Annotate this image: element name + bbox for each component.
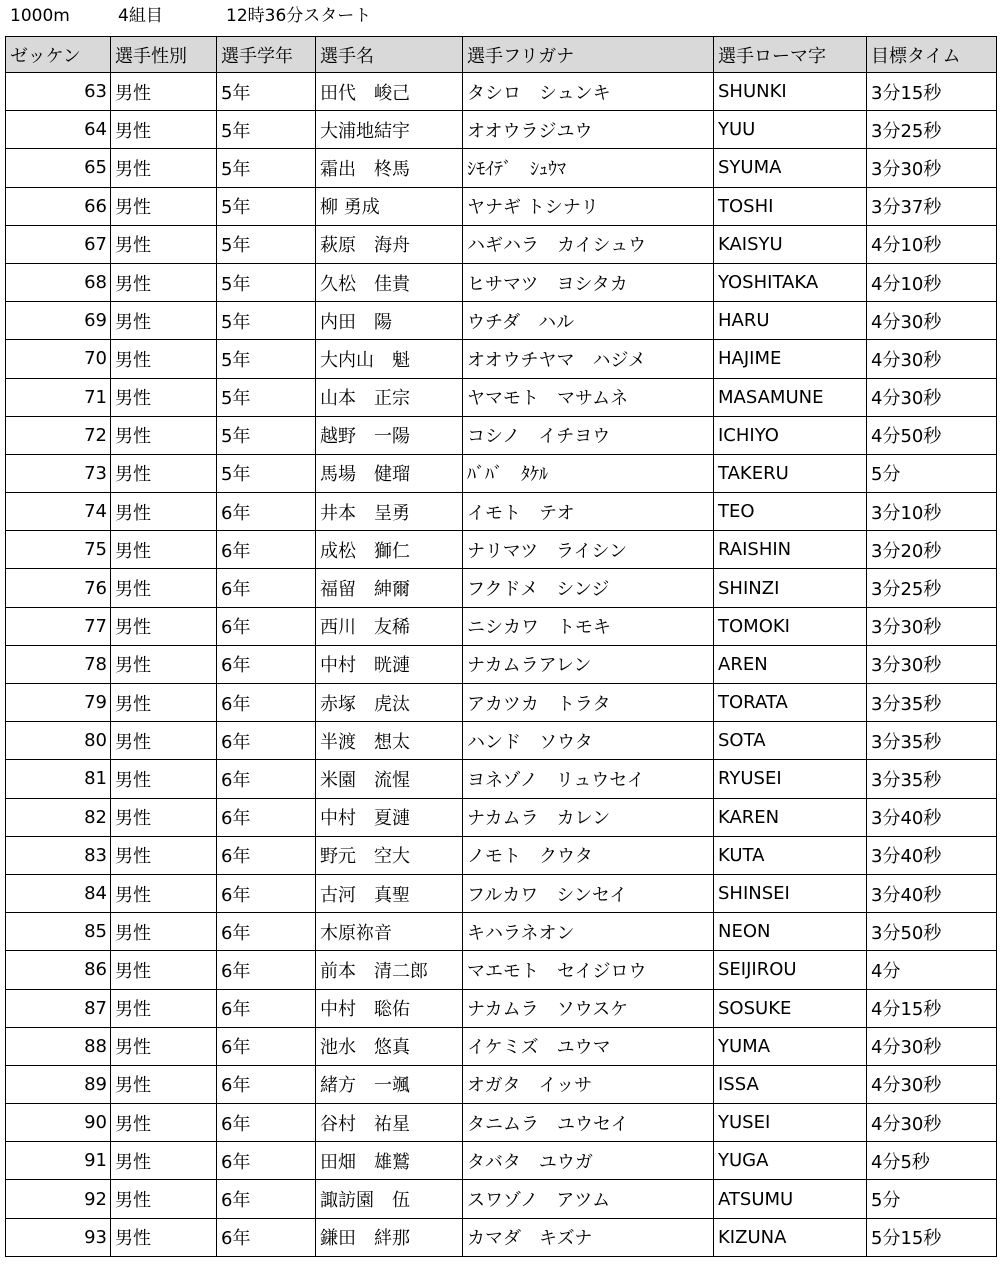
cell-name: 中村 晄漣 (316, 645, 463, 683)
cell-name: 大浦地結宇 (316, 111, 463, 149)
cell-target-time: 3分15秒 (867, 73, 997, 111)
cell-gender: 男性 (111, 1104, 217, 1142)
cell-furigana: ニシカワ トモキ (463, 607, 714, 645)
cell-romaji: TORATA (714, 684, 867, 722)
cell-bib-number: 88 (6, 1027, 111, 1065)
cell-gender: 男性 (111, 340, 217, 378)
cell-bib-number: 77 (6, 607, 111, 645)
cell-romaji: HAJIME (714, 340, 867, 378)
cell-furigana: オオウラジユウ (463, 111, 714, 149)
cell-romaji: HARU (714, 302, 867, 340)
cell-target-time: 4分30秒 (867, 340, 997, 378)
cell-grade: 6年 (217, 569, 316, 607)
cell-grade: 6年 (217, 722, 316, 760)
cell-gender: 男性 (111, 760, 217, 798)
cell-target-time: 3分37秒 (867, 187, 997, 225)
cell-furigana: カマダ キズナ (463, 1218, 714, 1256)
table-row (6, 1218, 997, 1256)
table-row (6, 416, 997, 454)
cell-romaji: KAISYU (714, 225, 867, 263)
header-romaji: 選手ローマ字 (714, 37, 867, 73)
cell-name: 大内山 魁 (316, 340, 463, 378)
cell-grade: 6年 (217, 1218, 316, 1256)
cell-furigana: フルカワ シンセイ (463, 874, 714, 912)
cell-gender: 男性 (111, 149, 217, 187)
cell-name: 木原祢音 (316, 913, 463, 951)
table-row (6, 874, 997, 912)
cell-gender: 男性 (111, 836, 217, 874)
cell-gender: 男性 (111, 951, 217, 989)
cell-grade: 5年 (217, 263, 316, 301)
cell-name: 鎌田 絆那 (316, 1218, 463, 1256)
cell-bib-number: 86 (6, 951, 111, 989)
cell-furigana: ヤナギ トシナリ (463, 187, 714, 225)
cell-gender: 男性 (111, 531, 217, 569)
cell-target-time: 4分50秒 (867, 416, 997, 454)
cell-target-time: 3分10秒 (867, 493, 997, 531)
cell-furigana: ナカムラ カレン (463, 798, 714, 836)
cell-target-time: 3分40秒 (867, 836, 997, 874)
header-target-time: 目標タイム (867, 37, 997, 73)
cell-romaji: MASAMUNE (714, 378, 867, 416)
cell-grade: 6年 (217, 531, 316, 569)
cell-target-time: 4分10秒 (867, 263, 997, 301)
header-row (6, 37, 997, 73)
table-row (6, 607, 997, 645)
cell-gender: 男性 (111, 607, 217, 645)
cell-grade: 5年 (217, 454, 316, 492)
cell-romaji: YUSEI (714, 1104, 867, 1142)
cell-name: 西川 友稀 (316, 607, 463, 645)
cell-romaji: SHINZI (714, 569, 867, 607)
cell-target-time: 3分50秒 (867, 913, 997, 951)
cell-furigana: フクドメ シンジ (463, 569, 714, 607)
cell-romaji: KUTA (714, 836, 867, 874)
header-furigana: 選手フリガナ (463, 37, 714, 73)
cell-grade: 6年 (217, 874, 316, 912)
cell-romaji: YUU (714, 111, 867, 149)
start-time: 12時36分スタート (226, 6, 372, 26)
cell-romaji: ICHIYO (714, 416, 867, 454)
cell-furigana: オガタ イッサ (463, 1065, 714, 1103)
cell-grade: 5年 (217, 149, 316, 187)
entry-list-table (5, 36, 997, 1257)
cell-bib-number: 76 (6, 569, 111, 607)
cell-target-time: 4分15秒 (867, 989, 997, 1027)
cell-gender: 男性 (111, 1180, 217, 1218)
cell-gender: 男性 (111, 1027, 217, 1065)
cell-target-time: 4分5秒 (867, 1142, 997, 1180)
cell-gender: 男性 (111, 1142, 217, 1180)
cell-grade: 5年 (217, 378, 316, 416)
cell-bib-number: 83 (6, 836, 111, 874)
table-row (6, 1027, 997, 1065)
cell-target-time: 5分 (867, 454, 997, 492)
cell-target-time: 3分35秒 (867, 684, 997, 722)
table-row (6, 989, 997, 1027)
cell-grade: 6年 (217, 913, 316, 951)
cell-target-time: 5分15秒 (867, 1218, 997, 1256)
cell-romaji: TEO (714, 493, 867, 531)
cell-grade: 6年 (217, 1065, 316, 1103)
table-row (6, 1104, 997, 1142)
cell-name: 田畑 雄鷲 (316, 1142, 463, 1180)
cell-grade: 5年 (217, 225, 316, 263)
cell-romaji: ATSUMU (714, 1180, 867, 1218)
table-row (6, 493, 997, 531)
cell-furigana: タシロ シュンキ (463, 73, 714, 111)
cell-target-time: 3分30秒 (867, 645, 997, 683)
header-grade: 選手学年 (217, 37, 316, 73)
cell-romaji: RYUSEI (714, 760, 867, 798)
cell-furigana: イモト テオ (463, 493, 714, 531)
table-body (6, 73, 997, 1257)
cell-target-time: 3分35秒 (867, 760, 997, 798)
cell-gender: 男性 (111, 111, 217, 149)
table-row (6, 263, 997, 301)
cell-furigana: マエモト セイジロウ (463, 951, 714, 989)
cell-furigana: ヨネゾノ リュウセイ (463, 760, 714, 798)
cell-grade: 5年 (217, 73, 316, 111)
cell-grade: 6年 (217, 1180, 316, 1218)
cell-bib-number: 66 (6, 187, 111, 225)
cell-gender: 男性 (111, 416, 217, 454)
cell-grade: 6年 (217, 607, 316, 645)
cell-name: 成松 獅仁 (316, 531, 463, 569)
cell-furigana: ハギハラ カイシュウ (463, 225, 714, 263)
cell-furigana: ﾊﾞﾊﾞ ﾀｹﾙ (463, 454, 714, 492)
table-row (6, 1065, 997, 1103)
cell-name: 福留 紳爾 (316, 569, 463, 607)
cell-grade: 6年 (217, 836, 316, 874)
cell-target-time: 4分30秒 (867, 1065, 997, 1103)
cell-grade: 6年 (217, 493, 316, 531)
cell-bib-number: 65 (6, 149, 111, 187)
cell-furigana: ハンド ソウタ (463, 722, 714, 760)
cell-grade: 6年 (217, 1142, 316, 1180)
table-row (6, 378, 997, 416)
cell-bib-number: 71 (6, 378, 111, 416)
cell-romaji: KIZUNA (714, 1218, 867, 1256)
cell-target-time: 4分30秒 (867, 1104, 997, 1142)
cell-bib-number: 85 (6, 913, 111, 951)
cell-name: 池水 悠真 (316, 1027, 463, 1065)
cell-name: 諏訪園 伍 (316, 1180, 463, 1218)
cell-grade: 6年 (217, 684, 316, 722)
cell-grade: 6年 (217, 760, 316, 798)
cell-bib-number: 67 (6, 225, 111, 263)
cell-name: 柳 勇成 (316, 187, 463, 225)
cell-gender: 男性 (111, 378, 217, 416)
cell-gender: 男性 (111, 989, 217, 1027)
cell-gender: 男性 (111, 302, 217, 340)
header-gender: 選手性別 (111, 37, 217, 73)
cell-grade: 6年 (217, 798, 316, 836)
cell-name: 山本 正宗 (316, 378, 463, 416)
cell-name: 馬場 健瑠 (316, 454, 463, 492)
cell-gender: 男性 (111, 684, 217, 722)
cell-name: 中村 聡佑 (316, 989, 463, 1027)
table-row (6, 569, 997, 607)
cell-grade: 5年 (217, 340, 316, 378)
header-bib-number: ゼッケン (6, 37, 111, 73)
cell-bib-number: 91 (6, 1142, 111, 1180)
cell-name: 田代 峻己 (316, 73, 463, 111)
cell-romaji: AREN (714, 645, 867, 683)
cell-furigana: ヒサマツ ヨシタカ (463, 263, 714, 301)
cell-bib-number: 63 (6, 73, 111, 111)
cell-name: 野元 空大 (316, 836, 463, 874)
cell-romaji: SHUNKI (714, 73, 867, 111)
cell-romaji: TOMOKI (714, 607, 867, 645)
cell-name: 久松 佳貴 (316, 263, 463, 301)
cell-gender: 男性 (111, 1065, 217, 1103)
cell-bib-number: 72 (6, 416, 111, 454)
cell-grade: 5年 (217, 111, 316, 149)
table-row (6, 302, 997, 340)
cell-romaji: TAKERU (714, 454, 867, 492)
cell-bib-number: 82 (6, 798, 111, 836)
cell-grade: 5年 (217, 416, 316, 454)
table-row (6, 73, 997, 111)
cell-target-time: 3分30秒 (867, 607, 997, 645)
table-row (6, 951, 997, 989)
cell-name: 越野 一陽 (316, 416, 463, 454)
cell-bib-number: 79 (6, 684, 111, 722)
cell-grade: 6年 (217, 645, 316, 683)
cell-grade: 6年 (217, 951, 316, 989)
table-row (6, 722, 997, 760)
cell-bib-number: 89 (6, 1065, 111, 1103)
cell-name: 内田 陽 (316, 302, 463, 340)
cell-name: 緒方 一颯 (316, 1065, 463, 1103)
cell-gender: 男性 (111, 798, 217, 836)
cell-bib-number: 84 (6, 874, 111, 912)
cell-target-time: 4分30秒 (867, 1027, 997, 1065)
cell-name: 赤塚 虎汰 (316, 684, 463, 722)
cell-target-time: 3分30秒 (867, 149, 997, 187)
cell-name: 半渡 想太 (316, 722, 463, 760)
cell-romaji: ISSA (714, 1065, 867, 1103)
cell-furigana: オオウチヤマ ハジメ (463, 340, 714, 378)
cell-bib-number: 64 (6, 111, 111, 149)
cell-gender: 男性 (111, 913, 217, 951)
cell-gender: 男性 (111, 569, 217, 607)
cell-bib-number: 69 (6, 302, 111, 340)
cell-furigana: ナリマツ ライシン (463, 531, 714, 569)
cell-bib-number: 81 (6, 760, 111, 798)
cell-furigana: イケミズ ユウマ (463, 1027, 714, 1065)
cell-grade: 6年 (217, 1027, 316, 1065)
cell-name: 霜出 柊馬 (316, 149, 463, 187)
cell-name: 谷村 祐星 (316, 1104, 463, 1142)
cell-furigana: ウチダ ハル (463, 302, 714, 340)
table-row (6, 225, 997, 263)
table-row (6, 111, 997, 149)
cell-romaji: SYUMA (714, 149, 867, 187)
table-row (6, 684, 997, 722)
table-header (6, 37, 997, 73)
cell-gender: 男性 (111, 263, 217, 301)
cell-bib-number: 73 (6, 454, 111, 492)
cell-romaji: YUMA (714, 1027, 867, 1065)
cell-target-time: 3分40秒 (867, 874, 997, 912)
cell-bib-number: 80 (6, 722, 111, 760)
cell-bib-number: 75 (6, 531, 111, 569)
table-row (6, 1142, 997, 1180)
cell-name: 萩原 海舟 (316, 225, 463, 263)
cell-name: 米園 流惺 (316, 760, 463, 798)
table-row (6, 454, 997, 492)
header-name: 選手名 (316, 37, 463, 73)
cell-target-time: 3分35秒 (867, 722, 997, 760)
cell-target-time: 4分 (867, 951, 997, 989)
cell-grade: 5年 (217, 187, 316, 225)
cell-gender: 男性 (111, 874, 217, 912)
cell-gender: 男性 (111, 645, 217, 683)
cell-furigana: タバタ ユウガ (463, 1142, 714, 1180)
cell-grade: 6年 (217, 989, 316, 1027)
cell-name: 前本 清二郎 (316, 951, 463, 989)
cell-romaji: RAISHIN (714, 531, 867, 569)
table-row (6, 798, 997, 836)
cell-gender: 男性 (111, 454, 217, 492)
cell-romaji: NEON (714, 913, 867, 951)
cell-gender: 男性 (111, 493, 217, 531)
cell-romaji: KAREN (714, 798, 867, 836)
cell-romaji: SOTA (714, 722, 867, 760)
race-distance: 1000m (10, 6, 70, 26)
cell-romaji: TOSHI (714, 187, 867, 225)
cell-bib-number: 68 (6, 263, 111, 301)
table-row (6, 187, 997, 225)
cell-target-time: 4分30秒 (867, 378, 997, 416)
table-row (6, 1180, 997, 1218)
cell-name: 中村 夏漣 (316, 798, 463, 836)
cell-furigana: ナカムラアレン (463, 645, 714, 683)
cell-gender: 男性 (111, 722, 217, 760)
heat-number: 4組目 (118, 6, 163, 26)
table-row (6, 340, 997, 378)
cell-target-time: 3分40秒 (867, 798, 997, 836)
cell-romaji: YOSHITAKA (714, 263, 867, 301)
cell-gender: 男性 (111, 1218, 217, 1256)
cell-gender: 男性 (111, 73, 217, 111)
cell-bib-number: 70 (6, 340, 111, 378)
cell-grade: 5年 (217, 302, 316, 340)
cell-gender: 男性 (111, 187, 217, 225)
table-row (6, 836, 997, 874)
table-row (6, 531, 997, 569)
cell-romaji: SEIJIROU (714, 951, 867, 989)
cell-target-time: 3分20秒 (867, 531, 997, 569)
cell-target-time: 4分10秒 (867, 225, 997, 263)
cell-target-time: 4分30秒 (867, 302, 997, 340)
cell-furigana: ナカムラ ソウスケ (463, 989, 714, 1027)
table-row (6, 645, 997, 683)
cell-bib-number: 92 (6, 1180, 111, 1218)
cell-romaji: SOSUKE (714, 989, 867, 1027)
cell-romaji: YUGA (714, 1142, 867, 1180)
cell-furigana: ｼﾓｲﾃﾞ ｼｭｳﾏ (463, 149, 714, 187)
cell-furigana: スワゾノ アツム (463, 1180, 714, 1218)
cell-bib-number: 87 (6, 989, 111, 1027)
cell-name: 古河 真聖 (316, 874, 463, 912)
cell-romaji: SHINSEI (714, 874, 867, 912)
cell-furigana: ノモト クウタ (463, 836, 714, 874)
cell-furigana: キハラネオン (463, 913, 714, 951)
cell-furigana: アカツカ トラタ (463, 684, 714, 722)
table-row (6, 149, 997, 187)
cell-bib-number: 93 (6, 1218, 111, 1256)
cell-bib-number: 90 (6, 1104, 111, 1142)
cell-bib-number: 78 (6, 645, 111, 683)
cell-furigana: タニムラ ユウセイ (463, 1104, 714, 1142)
cell-grade: 6年 (217, 1104, 316, 1142)
table-row (6, 913, 997, 951)
cell-furigana: コシノ イチヨウ (463, 416, 714, 454)
cell-gender: 男性 (111, 225, 217, 263)
cell-name: 井本 呈勇 (316, 493, 463, 531)
cell-target-time: 3分25秒 (867, 111, 997, 149)
table-row (6, 760, 997, 798)
cell-bib-number: 74 (6, 493, 111, 531)
cell-target-time: 3分25秒 (867, 569, 997, 607)
cell-target-time: 5分 (867, 1180, 997, 1218)
cell-furigana: ヤマモト マサムネ (463, 378, 714, 416)
heat-caption (0, 0, 1000, 34)
